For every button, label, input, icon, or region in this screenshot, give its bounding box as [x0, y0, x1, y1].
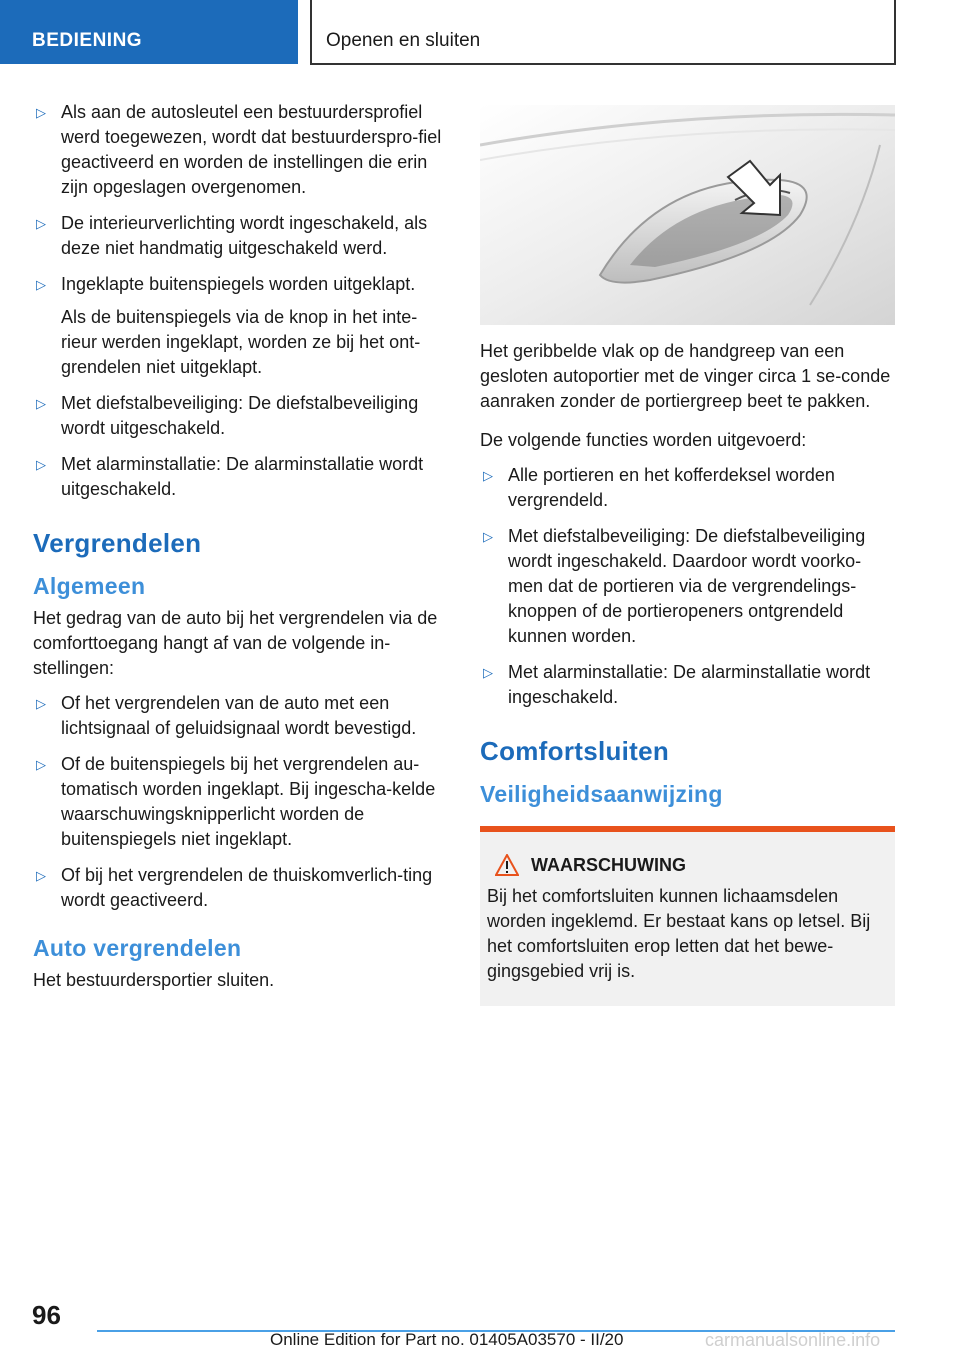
algemeen-text: Het gedrag van de auto bij het vergrendelen via de comforttoegang hangt af van de volgende in-stellingen:	[33, 608, 438, 678]
page-number: 96	[32, 1300, 61, 1330]
list-item: ▷ Met alarminstallatie: De alarminstallatie wordt uitgeschakeld.	[36, 454, 424, 499]
bullet-triangle-icon: ▷	[36, 396, 46, 411]
left-column	[33, 100, 448, 1003]
footer-watermark: carmanualsonline.info	[705, 1330, 881, 1350]
intro-bullet-list	[33, 100, 448, 502]
list-item: ▷ De interieurverlichting wordt ingeschakeld, als deze niet handmatig uitgeschakeld werd.	[36, 213, 428, 258]
bullet-triangle-icon: ▷	[36, 457, 46, 472]
bullet-triangle-icon: ▷	[36, 216, 46, 231]
footer-edition: Online Edition for Part no. 01405A03570 - II/20	[270, 1330, 624, 1349]
door-handle-photo	[480, 105, 895, 325]
bullet-triangle-icon: ▷	[36, 696, 46, 711]
bullet-triangle-icon: ▷	[36, 868, 46, 883]
heading-auto-vergrendelen: Auto vergrendelen	[33, 935, 242, 961]
photo-caption: Het geribbelde vlak op de handgreep van een gesloten autoportier met de vinger circa 1 se-conde aanraken zonder de portiergreep beet te pakken.	[480, 341, 891, 411]
list-item: ▷ Als aan de autosleutel een bestuurdersprofiel werd toegewezen, wordt dat bestuurderspro-fiel geactiveerd en worden de instellingen die erin zijn opgeslagen overgenomen.	[36, 102, 442, 197]
section-tab: BEDIENING	[0, 0, 298, 64]
list-item: ▷ Ingeklapte buitenspiegels worden uitgeklapt. Als de buitenspiegels via de knop in het inte-rieur werden ingeklapt, worden ze bij het ont-grendelen niet uitgeklapt.	[33, 272, 448, 380]
chapter-title: Openen en sluiten	[310, 0, 896, 65]
list-item: ▷ Of het vergrendelen van de auto met een lichtsignaal of geluidsignaal wordt bevestigd.	[36, 693, 417, 738]
mirror-note: Als de buitenspiegels via de knop in het inte-rieur werden ingeklapt, worden ze bij het ont-grendelen niet uitgeklapt.	[61, 307, 421, 377]
warning-header	[495, 854, 887, 876]
list-item: ▷ Met alarminstallatie: De alarminstallatie wordt ingeschakeld.	[483, 662, 871, 707]
functies-intro: De volgende functies worden uitgevoerd:	[480, 430, 807, 450]
list-item: ▷ Of de buitenspiegels bij het vergrendelen au-tomatisch worden ingeklapt. Bij ingescha-kelde waarschuwingsknipperlicht worden de buitenspiegels niet ingeklapt.	[36, 754, 436, 849]
heading-vergrendelen: Vergrendelen	[33, 528, 202, 558]
heading-veiligheidsaanwijzing: Veiligheidsaanwijzing	[480, 781, 723, 807]
warning-box	[480, 826, 895, 1006]
warning-text: Bij het comfortsluiten kunnen lichaamsdelen worden ingeklemd. Er bestaat kans op letsel. Bij het comfortsluiten erop letten dat het bewe-gingsgebied vrij is.	[487, 886, 871, 981]
list-item: ▷ Met diefstalbeveiliging: De diefstalbeveiliging wordt uitgeschakeld.	[36, 393, 419, 438]
bullet-triangle-icon: ▷	[483, 665, 493, 680]
bullet-triangle-icon: ▷	[36, 105, 46, 120]
right-column	[480, 105, 895, 1006]
list-item: ▷ Of bij het vergrendelen de thuiskomverlich-ting wordt geactiveerd.	[36, 865, 433, 910]
warning-triangle-icon	[495, 854, 519, 876]
heading-algemeen: Algemeen	[33, 573, 146, 599]
bullet-triangle-icon: ▷	[483, 529, 493, 544]
heading-comfortsluiten: Comfortsluiten	[480, 736, 670, 766]
list-item: ▷ Alle portieren en het kofferdeksel worden vergrendeld.	[483, 465, 835, 510]
bullet-triangle-icon: ▷	[483, 468, 493, 483]
auto-text: Het bestuurdersportier sluiten.	[33, 970, 275, 990]
list-item: ▷ Met diefstalbeveiliging: De diefstalbeveiliging wordt ingeschakeld. Daardoor wordt voorko-men dat de portieren via de vergrendelings-knoppen of de portieropeners ontgrendeld kunnen worden.	[483, 526, 866, 646]
bullet-triangle-icon: ▷	[36, 277, 46, 292]
algemeen-bullet-list	[33, 691, 448, 913]
bullet-triangle-icon: ▷	[36, 757, 46, 772]
warning-title: WAARSCHUWING	[531, 854, 686, 875]
functies-bullet-list	[480, 463, 895, 710]
